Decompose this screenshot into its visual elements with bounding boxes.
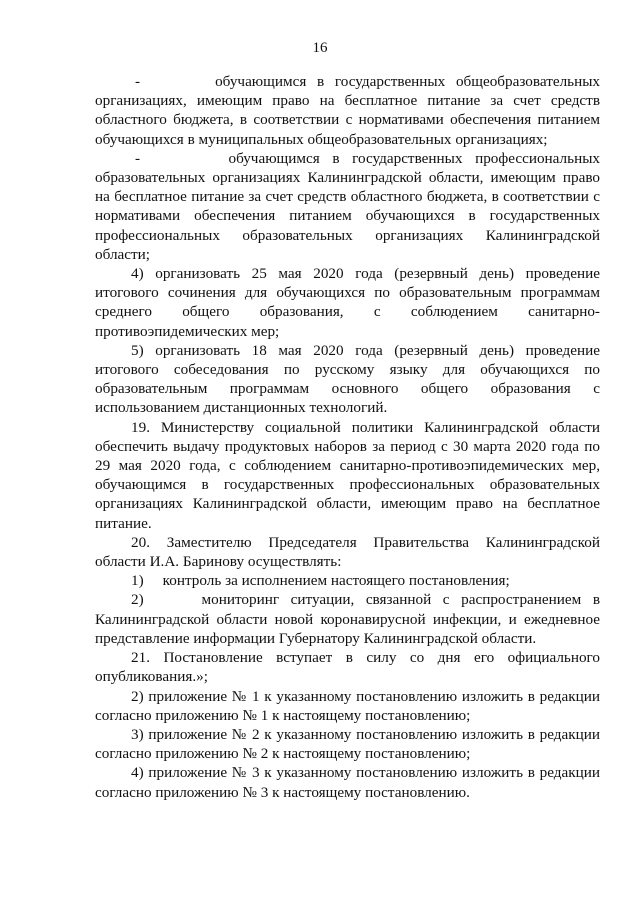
paragraph-section-20-item-2: 2) мониторинг ситуации, связанной с распространением в Калининградской области новой коронавирусной инфекции, и ежедневное представление информации Губернатору Калининградской области. (95, 591, 600, 647)
paragraph-section-20: 20. Заместителю Председателя Правительства Калининградской области И.А. Баринову осуществлять: (95, 533, 600, 571)
paragraph-appendix-1: 2) приложение № 1 к указанному постановлению изложить в редакции согласно приложению № 1 к настоящему постановлению; (95, 687, 600, 724)
paragraph-section-19: 19. Министерству социальной политики Калининградской области обеспечить выдачу продуктовых наборов за период с 30 марта 2020 года по 29 мая 2020 года, с соблюдением санитарно-противоэпидемических мер, обучающимся в государственных профессиональных образовательных организациях Калининградской области, имеющим право на бесплатное питание. (95, 418, 600, 532)
paragraph-dash-general-education: - обучающимся в государственных общеобразовательных организациях, имеющим право на бесплатное питание за счет средств областного бюджета, в соответствии с нормативами обеспечения питанием обучающихся в муниципальных общеобразовательных организациях; (95, 73, 600, 148)
paragraph-appendix-3: 4) приложение № 3 к указанному постановлению изложить в редакции согласно приложению № 3 к настоящему постановлению. (95, 764, 600, 801)
paragraph-dash-professional-education: - обучающимся в государственных профессиональных образовательных организациях Калининградской области, имеющим право на бесплатное питание за счет средств областного бюджета, в соответствии с нормативами обеспечения питанием обучающихся в государственных профессиональных образовательных организациях Калининградской области; (95, 149, 600, 263)
paragraph-item-4-essay: 4) организовать 25 мая 2020 года (резервный день) проведение итогового сочинения для обучающихся по образовательным программам среднего общего образования, с соблюдением санитарно-противоэпидемических мер; (95, 265, 600, 340)
paragraph-item-5-interview: 5) организовать 18 мая 2020 года (резервный день) проведение итогового собеседования по русскому языку для обучающихся по образовательным программам основного общего образования с использованием дистанционных технологий. (95, 341, 600, 417)
paragraph-section-20-item-1: 1) контроль за исполнением настоящего постановления; (131, 572, 510, 590)
page-number: 16 (312, 40, 328, 56)
paragraph-section-21: 21. Постановление вступает в силу со дня его официального опубликования.»; (95, 649, 600, 686)
paragraph-appendix-2: 3) приложение № 2 к указанному постановлению изложить в редакции согласно приложению № 2 к настоящему постановлению; (95, 725, 600, 763)
document-body (95, 72, 600, 802)
